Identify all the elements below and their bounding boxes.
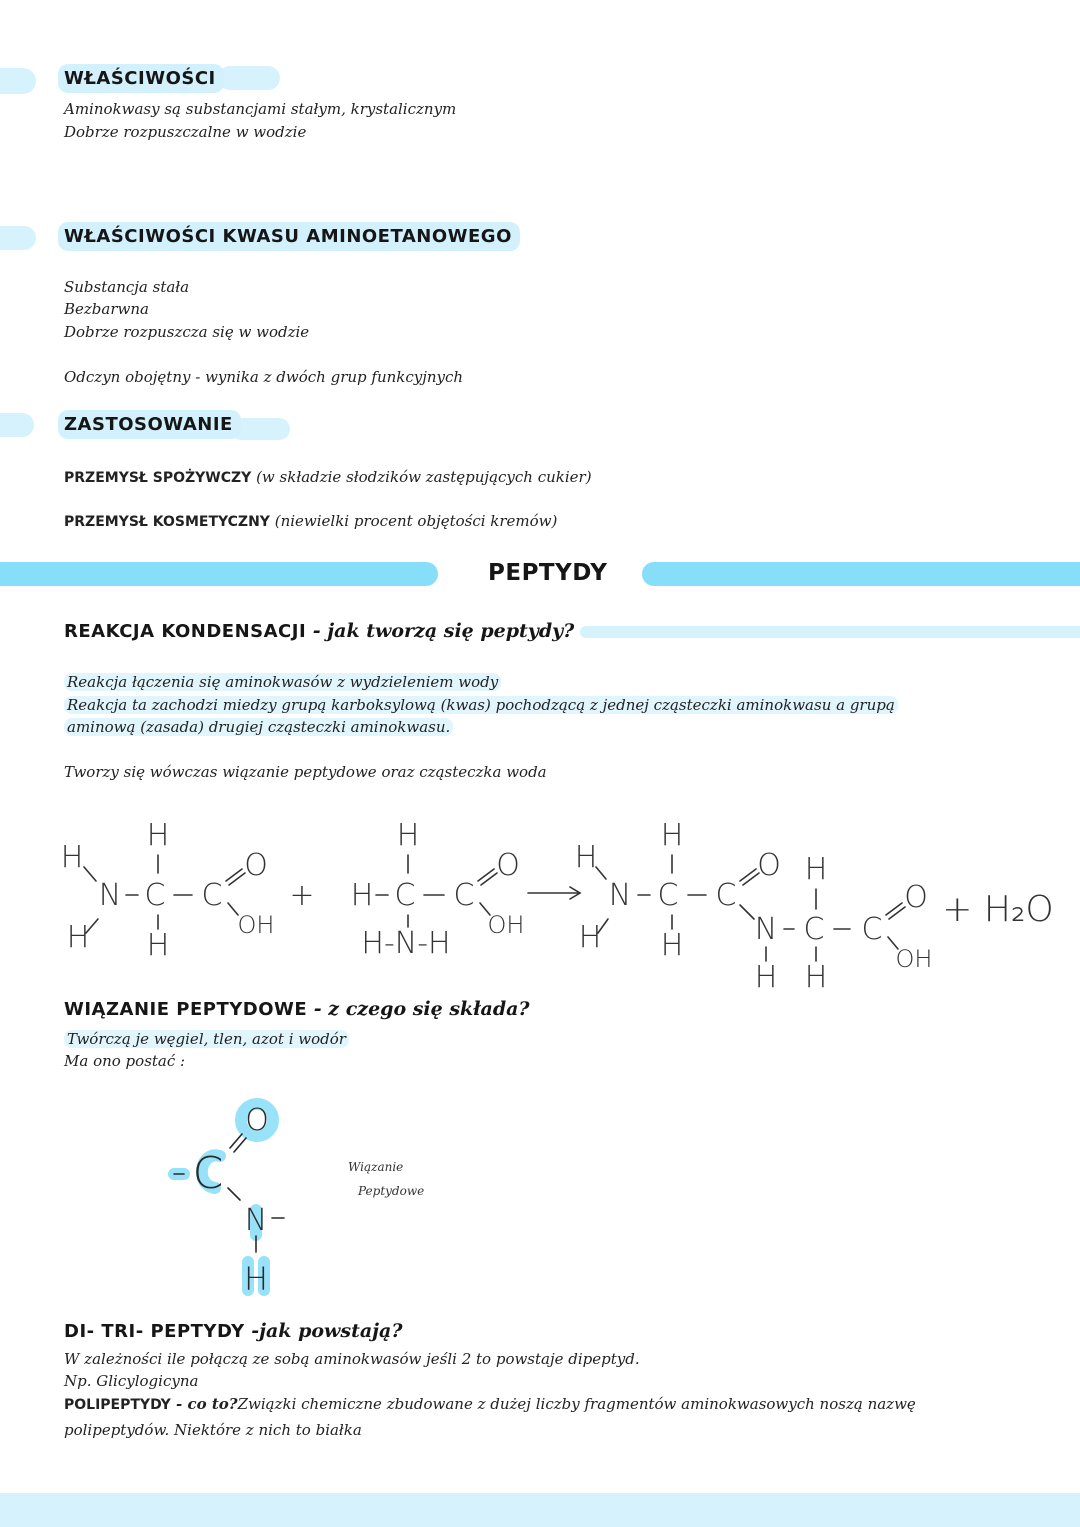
application-cosmetic-desc: (niewielki procent objętości kremów): [269, 512, 558, 530]
peptide-bond-note-2: Peptydowe: [358, 1184, 425, 1198]
eq-n: N: [98, 878, 122, 913]
bottom-bar: [0, 1493, 1080, 1527]
peptide-bond-note-1: Wiązanie: [348, 1160, 404, 1174]
eq-n: N: [754, 912, 778, 947]
polypeptide-line: [64, 1393, 916, 1416]
eq-c: C: [803, 912, 825, 947]
peptide-bond-structure: [160, 1090, 320, 1310]
eq-h: H: [754, 960, 778, 995]
eq-o: O: [757, 848, 781, 883]
section-title-properties: [58, 68, 224, 89]
divider-bar-right: [642, 562, 1080, 586]
divider-bar-left: [0, 562, 438, 586]
left-tab: [0, 68, 36, 94]
polypeptide-question: - co to?: [170, 1395, 238, 1413]
eq-h: H: [60, 840, 84, 875]
peptide-bond-title: WIĄZANIE PEPTYDOWE: [64, 999, 308, 1020]
section-title-glycine-properties: [58, 226, 520, 247]
eq-n: N: [608, 878, 632, 913]
eq-c: C: [861, 912, 883, 947]
application-food-desc: (w składzie słodzików zastępujących cukier): [251, 468, 592, 486]
eq-h: H: [804, 852, 828, 887]
eq-c: C: [453, 878, 475, 913]
condensation-line-2: [64, 694, 898, 716]
condensation-heading: [64, 620, 574, 642]
application-food: [64, 466, 592, 489]
peptide-bond-line-1: [64, 1028, 349, 1050]
properties-line-1: Aminokwasy są substancjami stałym, krystalicznym: [64, 100, 457, 118]
application-cosmetic: [64, 510, 557, 533]
eq-h: H: [660, 928, 684, 963]
application-food-label: PRZEMYSŁ SPOŻYWCZY: [64, 470, 252, 486]
heading-pill-end: [218, 66, 280, 90]
glycine-line-1: Substancja stała: [64, 278, 190, 296]
bond-c: C: [192, 1148, 224, 1199]
eq-h: H: [574, 840, 598, 875]
eq-oh: OH: [487, 911, 525, 939]
condensation-line-3-text: aminową (zasada) drugiej cząsteczki aminokwasu.: [64, 718, 453, 736]
bond-o: O: [245, 1103, 269, 1138]
peptide-bond-line-2: Ma ono postać :: [64, 1052, 186, 1070]
glycine-ph: Odczyn obojętny - wynika z dwóch grup funkcyjnych: [64, 368, 464, 386]
bond-n: N: [244, 1203, 268, 1238]
eq-h: H: [146, 928, 170, 963]
polypeptide-label: POLIPEPTYDY: [64, 1397, 171, 1413]
condensation-line-3: [64, 716, 453, 738]
peptydy-title: PEPTYDY: [488, 560, 608, 586]
condensation-line-1: [64, 671, 501, 693]
eq-oh: OH: [895, 945, 933, 973]
eq-c: C: [657, 878, 679, 913]
bond-h: H: [243, 1260, 269, 1298]
eq-amine: H-N-H: [361, 926, 451, 961]
eq-oh: OH: [237, 911, 275, 939]
eq-c: C: [715, 878, 737, 913]
eq-c: C: [201, 878, 223, 913]
condensation-subtitle: - jak tworzą się peptydy?: [306, 620, 575, 642]
eq-o: O: [904, 880, 928, 915]
eq-h: H: [396, 818, 420, 853]
peptide-bond-heading: [64, 998, 530, 1020]
eq-h: H: [350, 878, 374, 913]
dipeptide-line-1: W zależności ile połączą ze sobą aminokwasów jeśli 2 to powstaje dipeptyd.: [64, 1350, 640, 1368]
condensation-title: REAKCJA KONDENSACJI: [64, 621, 307, 642]
condensation-line-1-text: Reakcja łączenia się aminokwasów z wydzieleniem wody: [64, 673, 501, 691]
section-title-application: [58, 414, 241, 435]
section2-title: WŁAŚCIWOŚCI KWASU AMINOETANOWEGO: [58, 222, 520, 251]
dipeptide-heading: [64, 1320, 403, 1342]
application-cosmetic-label: PRZEMYSŁ KOSMETYCZNY: [64, 514, 270, 530]
polypeptide-line-2: polipeptydów. Niektóre z nich to białka: [64, 1421, 362, 1439]
eq-h: H: [66, 920, 90, 955]
peptide-bond-subtitle: - z czego się składa?: [307, 998, 530, 1020]
left-tab: [0, 226, 36, 250]
eq-c: C: [144, 878, 166, 913]
section3-title: ZASTOSOWANIE: [58, 410, 241, 439]
eq-plus: +: [289, 878, 315, 913]
eq-o: O: [496, 848, 520, 883]
eq-o: O: [244, 848, 268, 883]
glycine-line-3: Dobrze rozpuszcza się w wodzie: [64, 323, 310, 341]
dipeptide-title: DI- TRI- PEPTYDY: [64, 1321, 245, 1342]
properties-line-2: Dobrze rozpuszczalne w wodzie: [64, 123, 307, 141]
eq-h: H: [578, 920, 602, 955]
dipeptide-line-2: Np. Glicylogicyna: [64, 1372, 199, 1390]
eq-c: C: [394, 878, 416, 913]
condensation-equation: [50, 815, 1060, 1000]
heading-underline-bar: [580, 626, 1080, 638]
dipeptide-subtitle: -jak powstają?: [244, 1320, 403, 1342]
eq-water: + H₂O: [942, 889, 1054, 930]
eq-h: H: [146, 818, 170, 853]
condensation-line-4: Tworzy się wówczas wiązanie peptydowe oraz cząsteczka woda: [64, 763, 547, 781]
peptide-bond-line-1-text: Twórczą je węgiel, tlen, azot i wodór: [64, 1030, 349, 1048]
section1-title: WŁAŚCIWOŚCI: [58, 64, 224, 93]
eq-h: H: [660, 818, 684, 853]
eq-h: H: [804, 960, 828, 995]
condensation-line-2-text: Reakcja ta zachodzi miedzy grupą karboksylową (kwas) pochodzącą z jednej cząsteczki aminokwasu a grupą: [64, 696, 898, 714]
glycine-line-2: Bezbarwna: [64, 300, 149, 318]
left-tab: [0, 413, 34, 437]
polypeptide-desc: Związki chemiczne zbudowane z dużej liczby fragmentów aminokwasowych noszą nazwę: [237, 1395, 916, 1413]
